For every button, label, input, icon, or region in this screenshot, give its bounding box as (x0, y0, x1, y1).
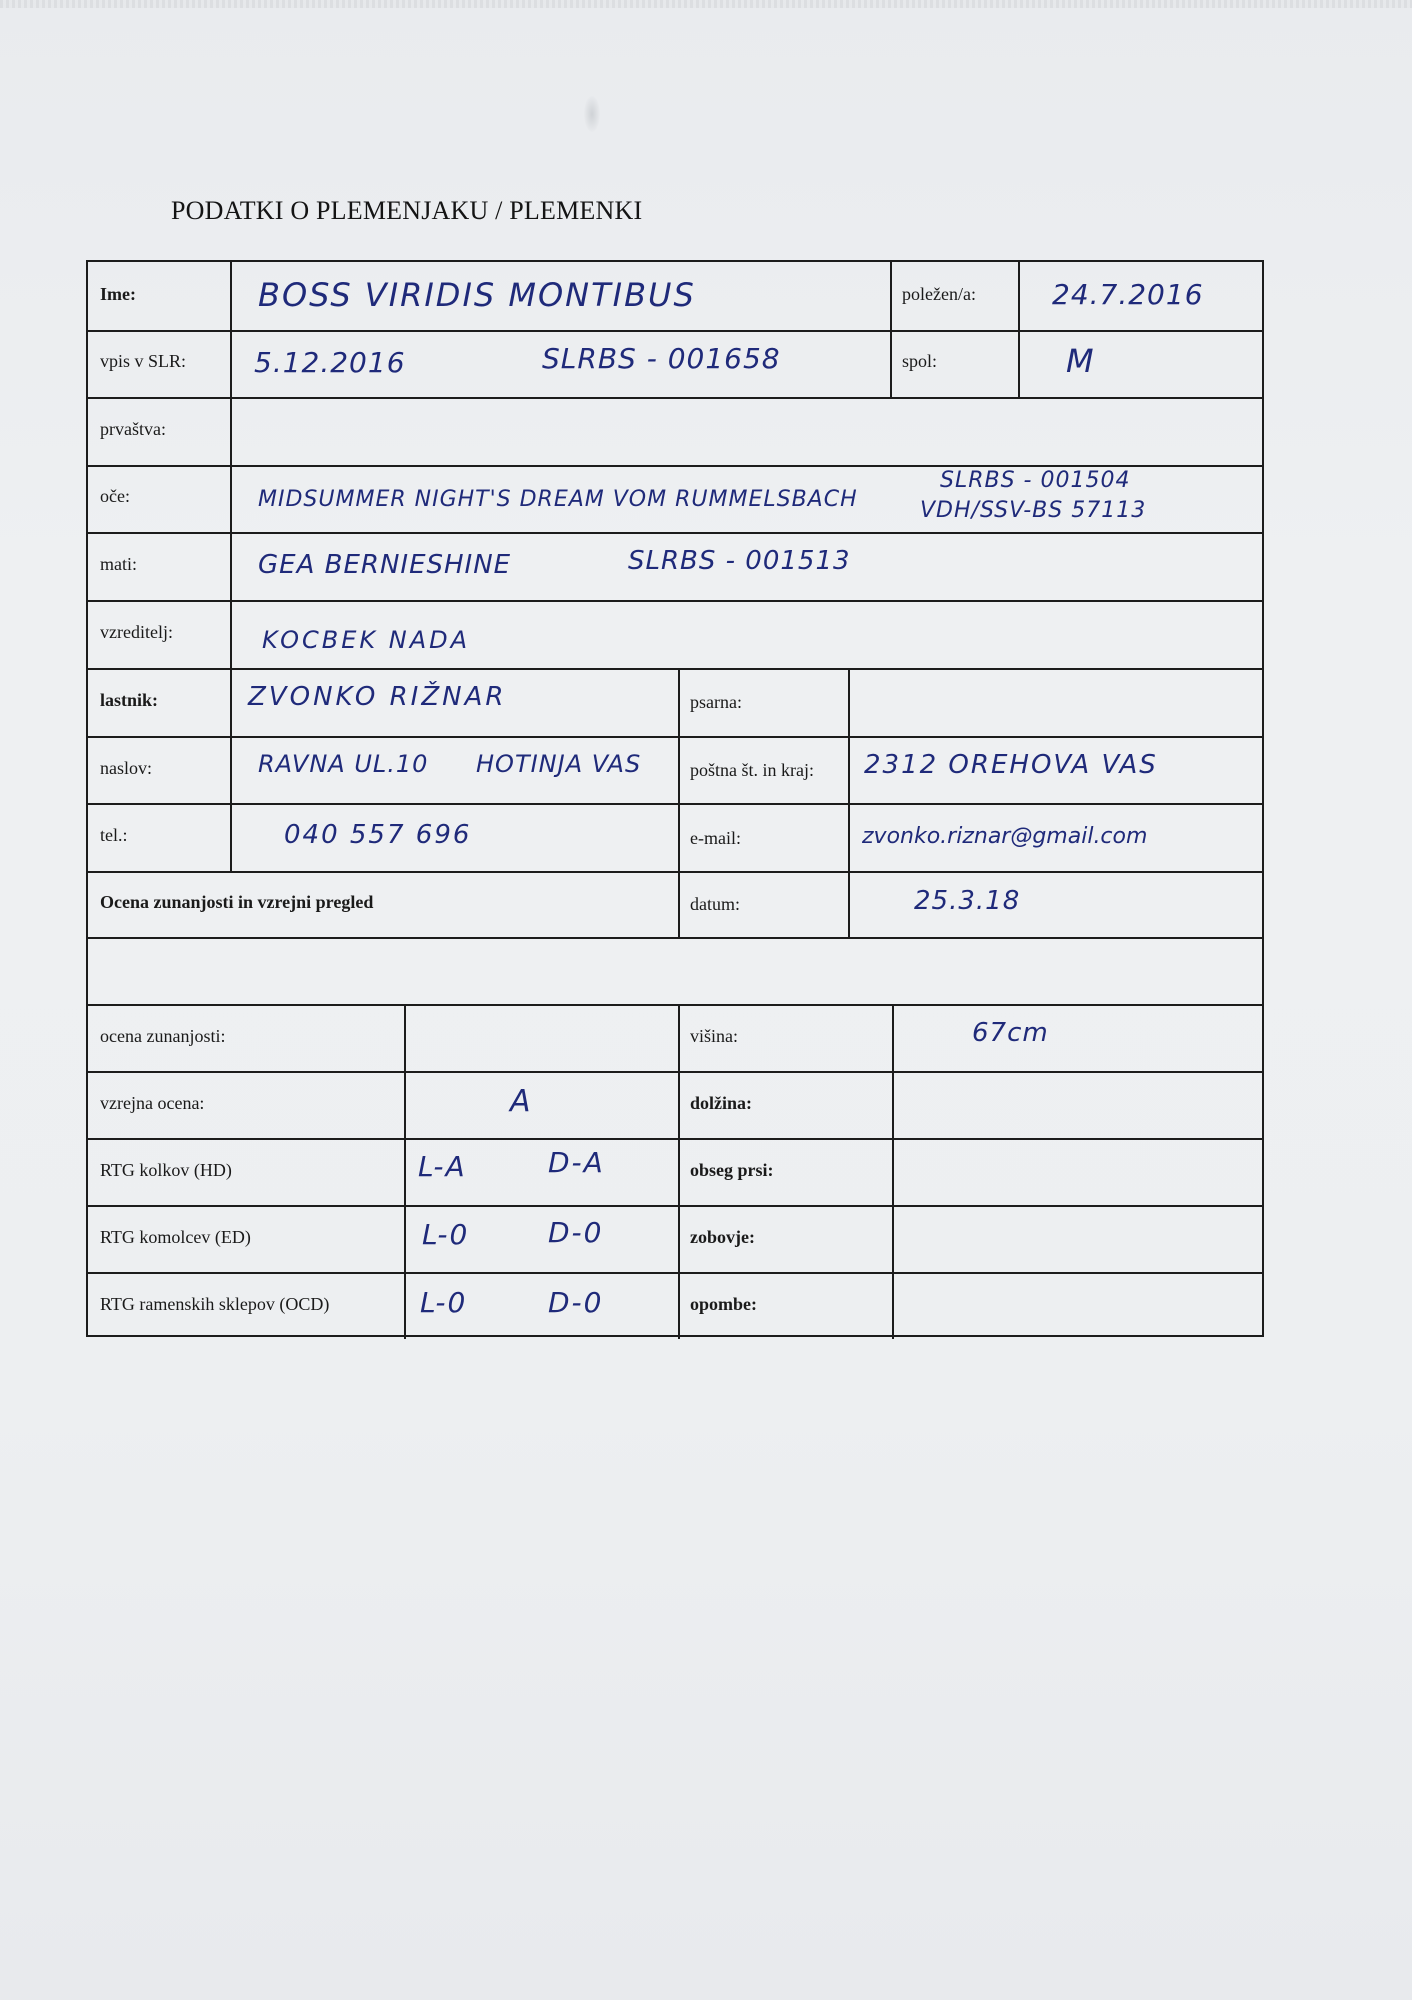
column-divider (678, 668, 680, 939)
row-divider (88, 871, 1262, 873)
row-divider (88, 1272, 1262, 1274)
value-mati-slr: SLRBS - 001513 (628, 546, 851, 576)
value-vzrejna-ocena: A (510, 1084, 533, 1119)
value-ed-l: L-0 (422, 1218, 470, 1251)
label-obseg-prsi: obseg prsi: (690, 1160, 774, 1180)
row-divider (88, 330, 1262, 332)
value-lastnik: ZVONKO RIŽNAR (248, 682, 507, 712)
label-polezen: poležen/a: (902, 284, 976, 304)
label-mati: mati: (100, 554, 137, 574)
row-divider (88, 736, 1262, 738)
label-column-divider (230, 262, 232, 871)
row-divider (88, 1071, 1262, 1073)
label-prvastva: prvaštva: (100, 419, 166, 439)
value-vpis-datum: 5.12.2016 (254, 346, 406, 379)
label-vzreditelj: vzreditelj: (100, 622, 173, 642)
value-ime: BOSS VIRIDIS MONTIBUS (258, 276, 696, 314)
value-tel: 040 557 696 (284, 820, 472, 850)
value-polezen: 24.7.2016 (1052, 278, 1204, 311)
label-naslov: naslov: (100, 758, 152, 778)
value-oce-ime: MIDSUMMER NIGHT'S DREAM VOM RUMMELSBACH (258, 487, 858, 512)
value-postna: 2312 OREHOVA VAS (864, 750, 1158, 780)
label-datum: datum: (690, 894, 740, 914)
row-divider (88, 397, 1262, 399)
row-divider (88, 668, 1262, 670)
row-divider (88, 937, 1262, 939)
row-divider (88, 803, 1262, 805)
value-vzreditelj: KOCBEK NADA (262, 626, 471, 654)
value-naslov-kraj: HOTINJA VAS (476, 750, 642, 778)
value-oce-vdh: VDH/SSV-BS 57113 (920, 498, 1147, 523)
label-tel: tel.: (100, 825, 128, 845)
value-hd-l: L-A (418, 1150, 467, 1183)
value-naslov-ulica: RAVNA UL.10 (258, 750, 429, 778)
label-psarna: psarna: (690, 692, 742, 712)
label-spol: spol: (902, 351, 938, 371)
value-visina: 67cm (972, 1018, 1049, 1048)
label-visina: višina: (690, 1026, 738, 1046)
column-divider (404, 1004, 406, 1339)
label-zobovje: zobovje: (690, 1227, 755, 1247)
label-ocena-pregled: Ocena zunanjosti in vzrejni pregled (100, 892, 374, 912)
row-divider (88, 532, 1262, 534)
value-ocd-d: D-0 (548, 1286, 604, 1319)
label-ime: Ime: (100, 284, 136, 304)
row-divider (88, 1004, 1262, 1006)
value-ocd-l: L-0 (420, 1286, 468, 1319)
value-vpis-stevilka: SLRBS - 001658 (542, 342, 781, 375)
column-divider (1018, 262, 1020, 397)
value-datum: 25.3.18 (914, 886, 1021, 916)
label-dolzina: dolžina: (690, 1093, 753, 1113)
label-opombe: opombe: (690, 1294, 757, 1314)
page-top-edge (0, 0, 1412, 8)
label-email: e-mail: (690, 828, 741, 848)
row-divider (88, 465, 1262, 467)
paper-smudge (584, 96, 600, 132)
column-divider (892, 1004, 894, 1339)
column-divider (890, 262, 892, 397)
value-ed-d: D-0 (548, 1216, 604, 1249)
label-rtg-komolcev: RTG komolcev (ED) (100, 1227, 251, 1247)
value-email: zvonko.riznar@gmail.com (862, 824, 1148, 849)
label-vpis: vpis v SLR: (100, 351, 187, 371)
label-lastnik: lastnik: (100, 690, 159, 710)
label-postna: poštna št. in kraj: (690, 760, 814, 780)
column-divider (848, 668, 850, 939)
value-spol: M (1066, 342, 1096, 380)
value-mati-ime: GEA BERNIESHINE (258, 550, 512, 580)
document-title: PODATKI O PLEMENJAKU / PLEMENKI (171, 196, 643, 225)
row-divider (88, 1205, 1262, 1207)
row-divider (88, 600, 1262, 602)
label-rtg-kolkov: RTG kolkov (HD) (100, 1160, 232, 1180)
label-vzrejna-ocena: vzrejna ocena: (100, 1093, 205, 1113)
value-oce-slr: SLRBS - 001504 (940, 468, 1131, 493)
value-hd-d: D-A (548, 1146, 605, 1179)
label-ocena-zunanjosti: ocena zunanjosti: (100, 1026, 226, 1046)
breeding-dog-form-table (86, 260, 1264, 1337)
row-divider (88, 1138, 1262, 1140)
column-divider (678, 1004, 680, 1339)
label-oce: oče: (100, 486, 130, 506)
label-rtg-ramenskih: RTG ramenskih sklepov (OCD) (100, 1294, 330, 1314)
